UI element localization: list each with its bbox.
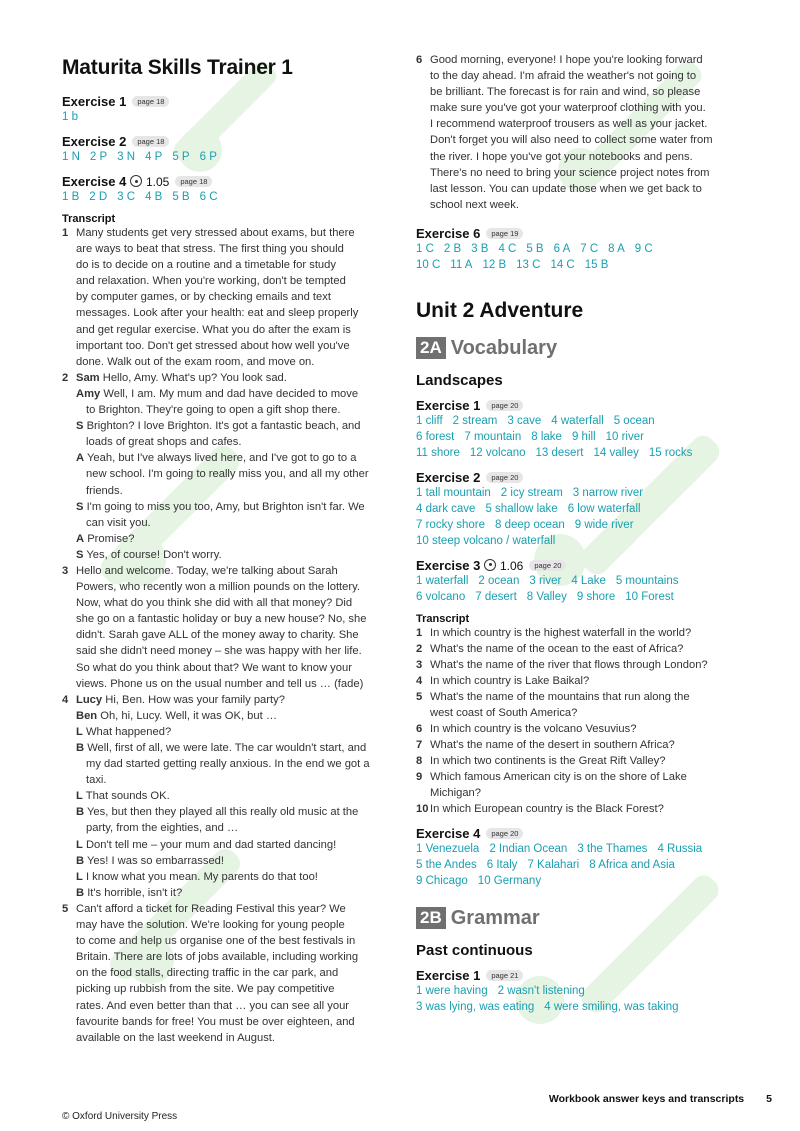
item-number: 3 bbox=[416, 658, 423, 671]
speaker-label: Lucy bbox=[76, 693, 103, 706]
answer-item: 6 forest bbox=[416, 430, 455, 443]
answer-item: 6 Italy bbox=[486, 858, 518, 871]
speaker-label: Sam bbox=[76, 371, 100, 384]
exercise-label: Exercise 2 bbox=[416, 469, 481, 485]
speaker-label: S bbox=[76, 500, 84, 513]
exercise-1 bbox=[62, 94, 382, 125]
dialogue-line bbox=[76, 466, 382, 482]
exercise-r2 bbox=[416, 470, 746, 549]
answer-row bbox=[416, 589, 746, 605]
speaker-label: L bbox=[76, 725, 83, 738]
dialogue-line bbox=[76, 386, 382, 402]
lesson-badge: 2A bbox=[416, 337, 446, 359]
transcript-line: do is to decide on a routine and a timetable for study bbox=[76, 259, 336, 272]
speaker-label: A bbox=[76, 532, 85, 545]
dialogue-text: Yes, of course! Don't worry. bbox=[86, 548, 222, 561]
question-item bbox=[416, 641, 746, 657]
exercise-4 bbox=[62, 174, 382, 205]
dialogue-line bbox=[76, 853, 382, 869]
dialogue-text: to Brighton. They're going to open a gift shop there. bbox=[86, 404, 341, 417]
transcript-line: on the food stalls, directing traffic in the car park, and bbox=[76, 967, 339, 980]
transcript-line: Now, what do you think she did with all that money? Did bbox=[76, 597, 353, 610]
dialogue-text: new school. I'm going to really miss you, and all my other bbox=[86, 468, 369, 481]
subheading: Past continuous bbox=[416, 941, 533, 959]
transcript-line: messages. Look after your health: eat and sleep properly bbox=[76, 307, 359, 320]
page-ref: page 19 bbox=[486, 228, 523, 239]
subheading: Landscapes bbox=[416, 371, 503, 389]
answer-row bbox=[416, 241, 746, 257]
transcript-line: the river. I hope you've got your notebooks and pens. bbox=[430, 150, 693, 163]
question-line: What's the name of the ocean to the east of Africa? bbox=[430, 642, 684, 655]
answer-item: 1 Venezuela bbox=[416, 842, 480, 855]
transcript-line: rates. And even better than that … you can see all your bbox=[76, 999, 350, 1012]
exercise-r4 bbox=[416, 826, 746, 889]
exercise-r5 bbox=[416, 968, 746, 1015]
dialogue-text: What happened? bbox=[85, 725, 172, 738]
dialogue-line bbox=[76, 692, 382, 708]
transcript-line: done. Walk out of the exam room, and move on. bbox=[76, 355, 315, 368]
answer-item: 4 Russia bbox=[657, 842, 703, 855]
answer-row bbox=[416, 517, 746, 533]
item-number: 8 bbox=[416, 754, 423, 767]
answer-item: 8 Valley bbox=[526, 590, 567, 603]
answer-item: 10 Germany bbox=[477, 874, 542, 887]
answer-item: 11 A bbox=[450, 258, 473, 271]
transcript-line: may have the solution. We're looking for young people bbox=[76, 919, 345, 932]
item-number: 7 bbox=[416, 738, 423, 751]
answer-item: 1 cliff bbox=[416, 414, 443, 427]
transcript-line: didn't. Sarah gave ALL of the money away to charity. She bbox=[76, 629, 359, 642]
answer-line: 1 N 2 P 3 N 4 P 5 P 6 P bbox=[62, 151, 217, 163]
answer-row bbox=[416, 257, 746, 273]
answer-item: 15 rocks bbox=[648, 446, 693, 459]
question-line: west coast of South America? bbox=[430, 706, 578, 719]
exercise-r1 bbox=[416, 398, 746, 461]
answer-item: 12 B bbox=[482, 258, 507, 271]
answer-line: 1 B 2 D 3 C 4 B 5 B 6 C bbox=[62, 191, 218, 203]
transcript-line: make sure you've got your waterproof clothing with you. bbox=[430, 102, 706, 115]
unit-title: Unit 2 Adventure bbox=[416, 298, 584, 322]
item-number: 1 bbox=[62, 227, 69, 239]
page-ref: page 20 bbox=[486, 828, 523, 839]
question-line: What's the name of the river that flows through London? bbox=[430, 658, 708, 671]
answer-rows bbox=[416, 983, 746, 1015]
copyright: © Oxford University Press bbox=[62, 1111, 178, 1122]
answer-item: 8 A bbox=[608, 242, 625, 255]
dialogue-text: Brighton? I love Brighton. It's got a fantastic beach, and bbox=[86, 420, 361, 433]
section-title: Maturita Skills Trainer 1 bbox=[62, 56, 293, 79]
dialogue-text: I'm going to miss you too, Amy, but Brighton isn't far. We bbox=[86, 500, 365, 513]
dialogue-text: Hi, Ben. How was your family party? bbox=[105, 693, 285, 706]
question-line: Michigan? bbox=[430, 786, 481, 799]
question-line: In which country is the volcano Vesuvius? bbox=[430, 722, 637, 735]
answer-item: 4 dark cave bbox=[416, 502, 476, 515]
answer-row bbox=[416, 429, 746, 445]
transcript-item-4 bbox=[62, 692, 382, 901]
dialogue-line bbox=[76, 724, 382, 740]
answer-item: 9 C bbox=[634, 242, 653, 255]
transcript-line: I recommend waterproof trousers as well as your jacket. bbox=[430, 118, 708, 131]
dialogue-text: Well, first of all, we were late. The car wouldn't start, and bbox=[87, 742, 367, 754]
page-ref: page 18 bbox=[175, 176, 212, 187]
question-line: In which country is the highest waterfall in the world? bbox=[430, 626, 692, 639]
track-number: 1.05 bbox=[145, 175, 170, 189]
page-number: 5 bbox=[766, 1093, 772, 1105]
dialogue-text: taxi. bbox=[86, 774, 107, 787]
lesson-title: Vocabulary bbox=[450, 336, 558, 359]
transcript-line: Hello and welcome. Today, we're talking about Sarah bbox=[76, 564, 338, 577]
dialogue-text: It's horrible, isn't it? bbox=[87, 886, 183, 899]
transcript-line: Many students get very stressed about exams, but there bbox=[76, 227, 355, 239]
dialogue-line bbox=[76, 837, 382, 853]
transcript-line: to come and help us organise one of the best festivals in bbox=[76, 935, 356, 948]
transcript-line: There's no need to bring your science project notes from bbox=[430, 166, 710, 179]
page-ref: page 18 bbox=[132, 136, 169, 147]
transcript-item-3 bbox=[62, 563, 382, 692]
dialogue-line bbox=[76, 515, 382, 531]
transcript-line: to the day ahead. I'm afraid the weather's not going to bbox=[430, 70, 697, 83]
answer-item: 5 the Andes bbox=[416, 858, 477, 871]
speaker-label: B bbox=[76, 854, 85, 867]
item-number: 4 bbox=[416, 674, 423, 687]
dialogue-line bbox=[76, 499, 382, 515]
item-number: 4 bbox=[62, 693, 69, 706]
answer-item: 5 shallow lake bbox=[485, 502, 558, 515]
answer-item: 2 ocean bbox=[478, 574, 520, 587]
transcript-line: favourite bands for free! You must be over eighteen, and bbox=[76, 1015, 355, 1028]
dialogue-text: party, from the eighties, and … bbox=[86, 822, 239, 835]
answer-item: 14 valley bbox=[593, 446, 639, 459]
transcript-line: Good morning, everyone! I hope you're looking forward bbox=[430, 54, 703, 66]
answer-item: 1 were having bbox=[416, 984, 488, 997]
transcript-item-5 bbox=[62, 901, 382, 1046]
item-number: 2 bbox=[416, 642, 423, 655]
transcript-line: Don't forget you will also need to collect some water from bbox=[430, 134, 713, 147]
answer-row bbox=[416, 445, 746, 461]
lesson-badge: 2B bbox=[416, 907, 446, 929]
speaker-label: L bbox=[76, 838, 83, 851]
item-number: 6 bbox=[416, 722, 423, 735]
answer-rows bbox=[416, 485, 746, 549]
answer-item: 3 narrow river bbox=[572, 486, 644, 499]
question-item bbox=[416, 721, 746, 737]
dialogue-line bbox=[76, 370, 382, 386]
answer-item: 6 volcano bbox=[416, 590, 466, 603]
dialogue-line bbox=[76, 788, 382, 804]
question-item bbox=[416, 689, 746, 721]
question-line: In which two continents is the Great Rift Valley? bbox=[430, 754, 666, 767]
question-list bbox=[416, 625, 746, 817]
footer-title: Workbook answer keys and transcripts 5 bbox=[548, 1093, 772, 1105]
answer-item: 1 tall mountain bbox=[416, 486, 491, 499]
answer-item: 2 B bbox=[443, 242, 462, 255]
answer-item: 10 C bbox=[416, 258, 441, 271]
dialogue-line bbox=[76, 434, 382, 450]
dialogue-line bbox=[76, 869, 382, 885]
exercise-label: Exercise 1 bbox=[62, 94, 127, 109]
answer-rows bbox=[416, 413, 746, 461]
transcript-line: Britain. There are lots of jobs available, including working bbox=[76, 951, 359, 964]
answer-item: 4 Lake bbox=[571, 574, 606, 587]
transcript-line: last lesson. You can update those when we get back to bbox=[430, 182, 702, 195]
item-number: 2 bbox=[62, 371, 69, 384]
question-line: What's the name of the mountains that run along the bbox=[430, 690, 690, 703]
answer-item: 7 rocky shore bbox=[416, 518, 486, 531]
answer-item: 5 B bbox=[526, 242, 544, 255]
speaker-label: B bbox=[76, 806, 85, 819]
transcript-line: and relaxation. When you're working, don't be tempted bbox=[76, 275, 346, 288]
lesson-header-2b bbox=[416, 907, 746, 930]
page-ref: page 18 bbox=[132, 96, 169, 107]
transcript-line: important too. Don't get stressed about how well you've bbox=[76, 339, 350, 352]
track-number: 1.06 bbox=[499, 558, 524, 573]
dialogue-line bbox=[76, 483, 382, 499]
answer-row bbox=[416, 573, 746, 589]
answer-item: 1 C bbox=[416, 242, 434, 255]
transcript-line: Powers, who recently won a million pounds on the lottery. bbox=[76, 581, 360, 594]
page-ref: page 20 bbox=[486, 472, 523, 483]
dialogue-text: Promise? bbox=[87, 532, 135, 545]
answer-item: 13 desert bbox=[535, 446, 584, 459]
lesson-title: Grammar bbox=[450, 906, 540, 929]
audio-cd-icon bbox=[484, 559, 496, 571]
answer-item: 2 stream bbox=[452, 414, 498, 427]
speaker-label: S bbox=[76, 420, 84, 433]
dialogue-line bbox=[76, 772, 382, 788]
answer-item: 6 low waterfall bbox=[567, 502, 641, 515]
answer-row bbox=[416, 533, 746, 549]
dialogue-text: That sounds OK. bbox=[85, 790, 170, 803]
answer-item: 8 Africa and Asia bbox=[589, 858, 675, 871]
dialogue-line bbox=[76, 450, 382, 466]
answer-item: 9 Chicago bbox=[416, 874, 468, 887]
dialogue-line bbox=[76, 402, 382, 418]
transcript-item-2 bbox=[62, 370, 382, 563]
question-line: In which European country is the Black Forest? bbox=[430, 802, 664, 815]
transcript-heading: Transcript bbox=[62, 213, 116, 225]
dialogue-line bbox=[76, 756, 382, 772]
question-line: In which country is Lake Baikal? bbox=[430, 674, 590, 687]
dialogue-line bbox=[76, 708, 382, 724]
speaker-label: B bbox=[76, 886, 85, 899]
answer-row bbox=[416, 485, 746, 501]
answer-item: 3 river bbox=[529, 574, 562, 587]
answer-item: 7 desert bbox=[475, 590, 517, 603]
answer-item: 5 ocean bbox=[613, 414, 655, 427]
dialogue-text: Hello, Amy. What's up? You look sad. bbox=[102, 371, 287, 384]
dialogue-text: can visit you. bbox=[86, 516, 151, 529]
transcript-line: views. Phone us on the usual number and tell us … (fade) bbox=[76, 677, 364, 690]
dialogue-line bbox=[76, 547, 382, 563]
transcript-item-1 bbox=[62, 225, 382, 370]
answer-item: 7 mountain bbox=[464, 430, 522, 443]
item-number: 6 bbox=[416, 54, 423, 66]
dialogue-line bbox=[76, 418, 382, 434]
question-item bbox=[416, 657, 746, 673]
lesson-header-2a bbox=[416, 337, 746, 360]
answer-item: 2 Indian Ocean bbox=[489, 842, 568, 855]
dialogue-text: Yes! I was so embarrassed! bbox=[87, 854, 225, 867]
speaker-label: Amy bbox=[76, 387, 101, 400]
audio-cd-icon bbox=[130, 175, 142, 187]
item-number: 9 bbox=[416, 770, 423, 783]
question-item bbox=[416, 801, 746, 817]
exercise-label: Exercise 1 bbox=[416, 397, 481, 413]
answer-row bbox=[416, 873, 746, 889]
answer-item: 8 lake bbox=[531, 430, 562, 443]
question-item bbox=[416, 769, 746, 801]
right-column bbox=[416, 52, 746, 1015]
page-ref: page 21 bbox=[486, 970, 523, 981]
answer-item: 10 steep volcano / waterfall bbox=[416, 534, 556, 547]
answer-item: 10 Forest bbox=[625, 590, 674, 603]
dialogue-line bbox=[76, 804, 382, 820]
answer-item: 14 C bbox=[550, 258, 575, 271]
dialogue-text: Yeah, but I've always lived here, and I've got to go to a bbox=[87, 452, 357, 465]
exercise-label: Exercise 2 bbox=[62, 134, 127, 149]
speaker-label: Ben bbox=[76, 709, 98, 722]
dialogue-line bbox=[76, 740, 382, 756]
dialogue-line bbox=[76, 885, 382, 901]
transcript-heading: Transcript bbox=[416, 612, 470, 625]
answer-row bbox=[416, 999, 746, 1015]
question-line: Which famous American city is on the shore of Lake bbox=[430, 770, 687, 783]
answer-item: 4 were smiling, was taking bbox=[544, 1000, 679, 1013]
answer-line: 1 b bbox=[62, 111, 78, 123]
answer-row bbox=[416, 841, 746, 857]
item-number: 10 bbox=[416, 802, 429, 815]
answer-rows bbox=[416, 573, 746, 605]
speaker-label: S bbox=[76, 548, 84, 561]
answer-item: 8 deep ocean bbox=[495, 518, 565, 531]
answer-item: 9 wide river bbox=[574, 518, 634, 531]
dialogue-line bbox=[76, 531, 382, 547]
dialogue-text: Yes, but then they played all this really old music at the bbox=[87, 806, 359, 819]
answer-item: 3 B bbox=[471, 242, 489, 255]
answer-item: 5 mountains bbox=[615, 574, 679, 587]
item-number: 5 bbox=[62, 902, 69, 915]
answer-rows bbox=[416, 241, 746, 273]
transcript-line: and get regular exercise. What you do after the exam is bbox=[76, 323, 351, 336]
exercise-label: Exercise 6 bbox=[416, 225, 481, 241]
transcript-line: be brilliant. The forecast is for rain and wind, so please bbox=[430, 86, 701, 99]
item-number: 3 bbox=[62, 564, 69, 577]
transcript-line: she go on a fantastic holiday or buy a new house? No, she bbox=[76, 613, 367, 626]
transcript-line: school next week. bbox=[430, 198, 519, 211]
answer-item: 9 shore bbox=[576, 590, 616, 603]
answer-item: 7 Kalahari bbox=[527, 858, 580, 871]
left-column bbox=[62, 52, 382, 1046]
transcript-line: by computer games, or by checking emails and text bbox=[76, 291, 331, 304]
item-number: 1 bbox=[416, 626, 423, 639]
answer-item: 3 cave bbox=[507, 414, 542, 427]
question-item bbox=[416, 737, 746, 753]
answer-item: 2 wasn't listening bbox=[497, 984, 585, 997]
answer-item: 11 shore bbox=[416, 446, 460, 459]
item-number: 5 bbox=[416, 690, 423, 703]
answer-item: 3 was lying, was eating bbox=[416, 1000, 535, 1013]
dialogue-text: friends. bbox=[86, 484, 123, 497]
exercise-label: Exercise 3 bbox=[416, 557, 481, 573]
page-ref: page 20 bbox=[486, 400, 523, 411]
answer-item: 4 C bbox=[498, 242, 517, 255]
answer-item: 9 hill bbox=[571, 430, 596, 443]
speaker-label: B bbox=[76, 742, 85, 754]
question-line: What's the name of the desert in southern Africa? bbox=[430, 738, 675, 751]
transcript-line: Can't afford a ticket for Reading Festival this year? We bbox=[76, 902, 346, 915]
dialogue-text: Well, I am. My mum and dad have decided to move bbox=[103, 387, 359, 400]
exercise-label: Exercise 1 bbox=[416, 967, 481, 983]
exercise-r3 bbox=[416, 558, 746, 605]
dialogue-text: Oh, hi, Lucy. Well, it was OK, but … bbox=[100, 709, 278, 722]
exercise-label: Exercise 4 bbox=[62, 174, 127, 189]
question-item bbox=[416, 625, 746, 641]
answer-item: 2 icy stream bbox=[500, 486, 563, 499]
page-ref: page 20 bbox=[529, 560, 566, 571]
transcript-line: available on the last weekend in August. bbox=[76, 1031, 276, 1044]
answer-item: 3 the Thames bbox=[577, 842, 648, 855]
dialogue-text: Don't tell me – your mum and dad started dancing! bbox=[85, 838, 337, 851]
transcript-line: are ways to beat that stress. The first thing you should bbox=[76, 243, 344, 256]
answer-row bbox=[416, 983, 746, 999]
transcript-item-6 bbox=[416, 52, 746, 213]
transcript-line: picking up rubbish from the site. We pay competitive bbox=[76, 983, 335, 996]
answer-row bbox=[416, 413, 746, 429]
answer-item: 7 C bbox=[580, 242, 599, 255]
answer-item: 4 waterfall bbox=[551, 414, 604, 427]
dialogue-text: my dad started getting really anxious. In the end we got a bbox=[86, 758, 370, 771]
question-item bbox=[416, 673, 746, 689]
exercise-2 bbox=[62, 134, 382, 165]
exercise-6 bbox=[416, 226, 746, 273]
transcript-line: said she didn't need money – she was happy with her life. bbox=[76, 645, 362, 658]
answer-row bbox=[416, 857, 746, 873]
dialogue-line bbox=[76, 820, 382, 836]
answer-item: 10 river bbox=[605, 430, 644, 443]
answer-item: 1 waterfall bbox=[416, 574, 469, 587]
exercise-label: Exercise 4 bbox=[416, 825, 481, 841]
transcript-line: So what do you think about that? We want to know your bbox=[76, 661, 352, 674]
question-item bbox=[416, 753, 746, 769]
dialogue-text: I know what you mean. My parents do that too! bbox=[85, 870, 318, 883]
answer-item: 6 A bbox=[553, 242, 571, 255]
dialogue-text: loads of great shops and cafes. bbox=[86, 436, 242, 449]
speaker-label: L bbox=[76, 790, 83, 803]
speaker-label: A bbox=[76, 452, 85, 465]
speaker-label: L bbox=[76, 870, 83, 883]
answer-item: 12 volcano bbox=[469, 446, 526, 459]
answer-rows bbox=[416, 841, 746, 889]
answer-item: 13 C bbox=[516, 258, 541, 271]
answer-item: 15 B bbox=[584, 258, 609, 271]
answer-row bbox=[416, 501, 746, 517]
